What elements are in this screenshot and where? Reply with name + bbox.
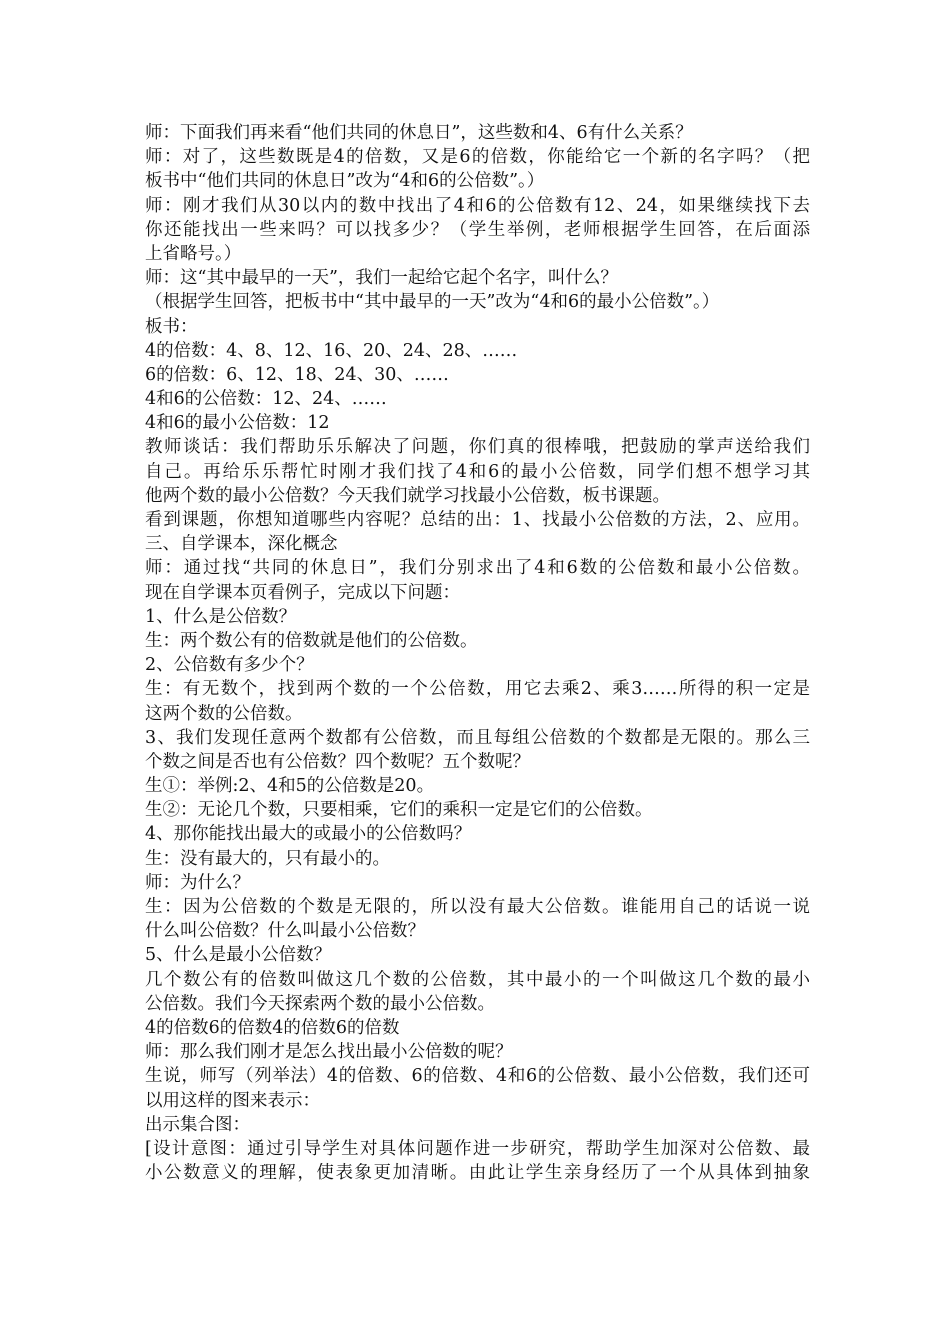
text-line: 4的倍数：4、8、12、16、20、24、28、…… xyxy=(145,340,518,361)
text-line: 师：对了，这些数既是4的倍数，又是6的倍数，你能给它一个新的名字吗？（把 xyxy=(145,147,810,168)
text-line: 1、什么是公倍数？ xyxy=(145,606,297,627)
document-body xyxy=(145,121,810,1185)
text-line: 师：为什么？ xyxy=(145,872,250,893)
text-line: 2、公倍数有多少个？ xyxy=(145,655,314,676)
text-line: 生：两个数公有的倍数就是他们的公倍数。 xyxy=(145,630,478,651)
text-line: 这两个数的公倍数。 xyxy=(145,703,303,724)
text-line: 生说，师写（列举法）4的倍数、6的倍数、4和6的公倍数、最小公倍数，我们还可 xyxy=(145,1066,810,1087)
text-line: 三、自学课本，深化概念 xyxy=(145,534,338,555)
text-line: 教师谈话：我们帮助乐乐解决了问题，你们真的很棒哦，把鼓励的掌声送给我们 xyxy=(145,437,810,458)
text-line: 4和6的最小公倍数：12 xyxy=(145,413,330,434)
text-line: 师：那么我们刚才是怎么找出最小公倍数的呢？ xyxy=(145,1042,513,1063)
text-line: 什么叫公倍数？什么叫最小公倍数？ xyxy=(145,921,425,942)
text-line: 他两个数的最小公倍数？今天我们就学习找最小公倍数，板书课题。 xyxy=(145,485,670,506)
text-line: 自己。再给乐乐帮忙时刚才我们找了4和6的最小公倍数，同学们想不想学习其 xyxy=(145,461,810,482)
text-line: 6的倍数：6、12、18、24、30、…… xyxy=(145,364,449,385)
text-line: 你还能找出一些来吗？可以找多少？（学生举例，老师根据学生回答，在后面添 xyxy=(145,219,810,240)
text-line: 师：通过找“共同的休息日”，我们分别求出了4和6数的公倍数和最小公倍数。 xyxy=(145,558,810,579)
text-line: （根据学生回答，把板书中“其中最早的一天”改为“4和6的最小公倍数”。） xyxy=(145,292,720,313)
text-line: [设计意图：通过引导学生对具体问题作进一步研究，帮助学生加深对公倍数、最 xyxy=(145,1138,810,1159)
text-line: 4的倍数6的倍数4的倍数6的倍数 xyxy=(145,1017,400,1038)
text-line: 师：下面我们再来看“他们共同的休息日”，这些数和4、6有什么关系？ xyxy=(145,123,693,143)
text-line: 生：有无数个，找到两个数的一个公倍数，用它去乘2、乘3……所得的积一定是 xyxy=(145,679,810,700)
text-line: 以用这样的图来表示： xyxy=(145,1090,320,1111)
text-line: 师：刚才我们从30以内的数中找出了4和6的公倍数有12、24，如果继续找下去 xyxy=(145,195,810,216)
text-line: 板书中“他们共同的休息日”改为“4和6的公倍数”。） xyxy=(145,171,545,192)
text-line: 5、什么是最小公倍数？ xyxy=(145,945,332,966)
text-line: 个数之间是否也有公倍数？四个数呢？五个数呢？ xyxy=(145,751,530,772)
text-line: 师：这“其中最早的一天”，我们一起给它起个名字，叫什么？ xyxy=(145,268,618,289)
text-line: 现在自学课本页看例子，完成以下问题： xyxy=(145,582,460,603)
text-line: 生：因为公倍数的个数是无限的，所以没有最大公倍数。谁能用自己的话说一说 xyxy=(145,897,810,917)
text-line: 小公数意义的理解，使表象更加清晰。由此让学生亲身经历了一个从具体到抽象 xyxy=(145,1163,810,1184)
text-line: 生②：无论几个数，只要相乘，它们的乘积一定是它们的公倍数。 xyxy=(145,800,653,821)
text-line: 上省略号。） xyxy=(145,243,242,264)
text-line: 公倍数。我们今天探索两个数的最小公倍数。 xyxy=(145,993,495,1014)
text-line: 看到课题，你想知道哪些内容呢？总结的出：1、找最小公倍数的方法，2、应用。 xyxy=(145,510,810,530)
text-line: 生①：举例:2、4和5的公倍数是20。 xyxy=(145,776,435,797)
text-line: 3、我们发现任意两个数都有公倍数，而且每组公倍数的个数都是无限的。那么三 xyxy=(145,727,810,748)
text-line: 生：没有最大的，只有最小的。 xyxy=(145,848,390,869)
text-line: 4、那你能找出最大的或最小的公倍数吗？ xyxy=(145,824,472,845)
text-line: 4和6的公倍数：12、24、…… xyxy=(145,389,387,410)
text-line: 板书： xyxy=(145,316,198,337)
text-line: 几个数公有的倍数叫做这几个数的公倍数，其中最小的一个叫做这几个数的最小 xyxy=(145,969,810,990)
text-line: 出示集合图： xyxy=(145,1114,250,1135)
